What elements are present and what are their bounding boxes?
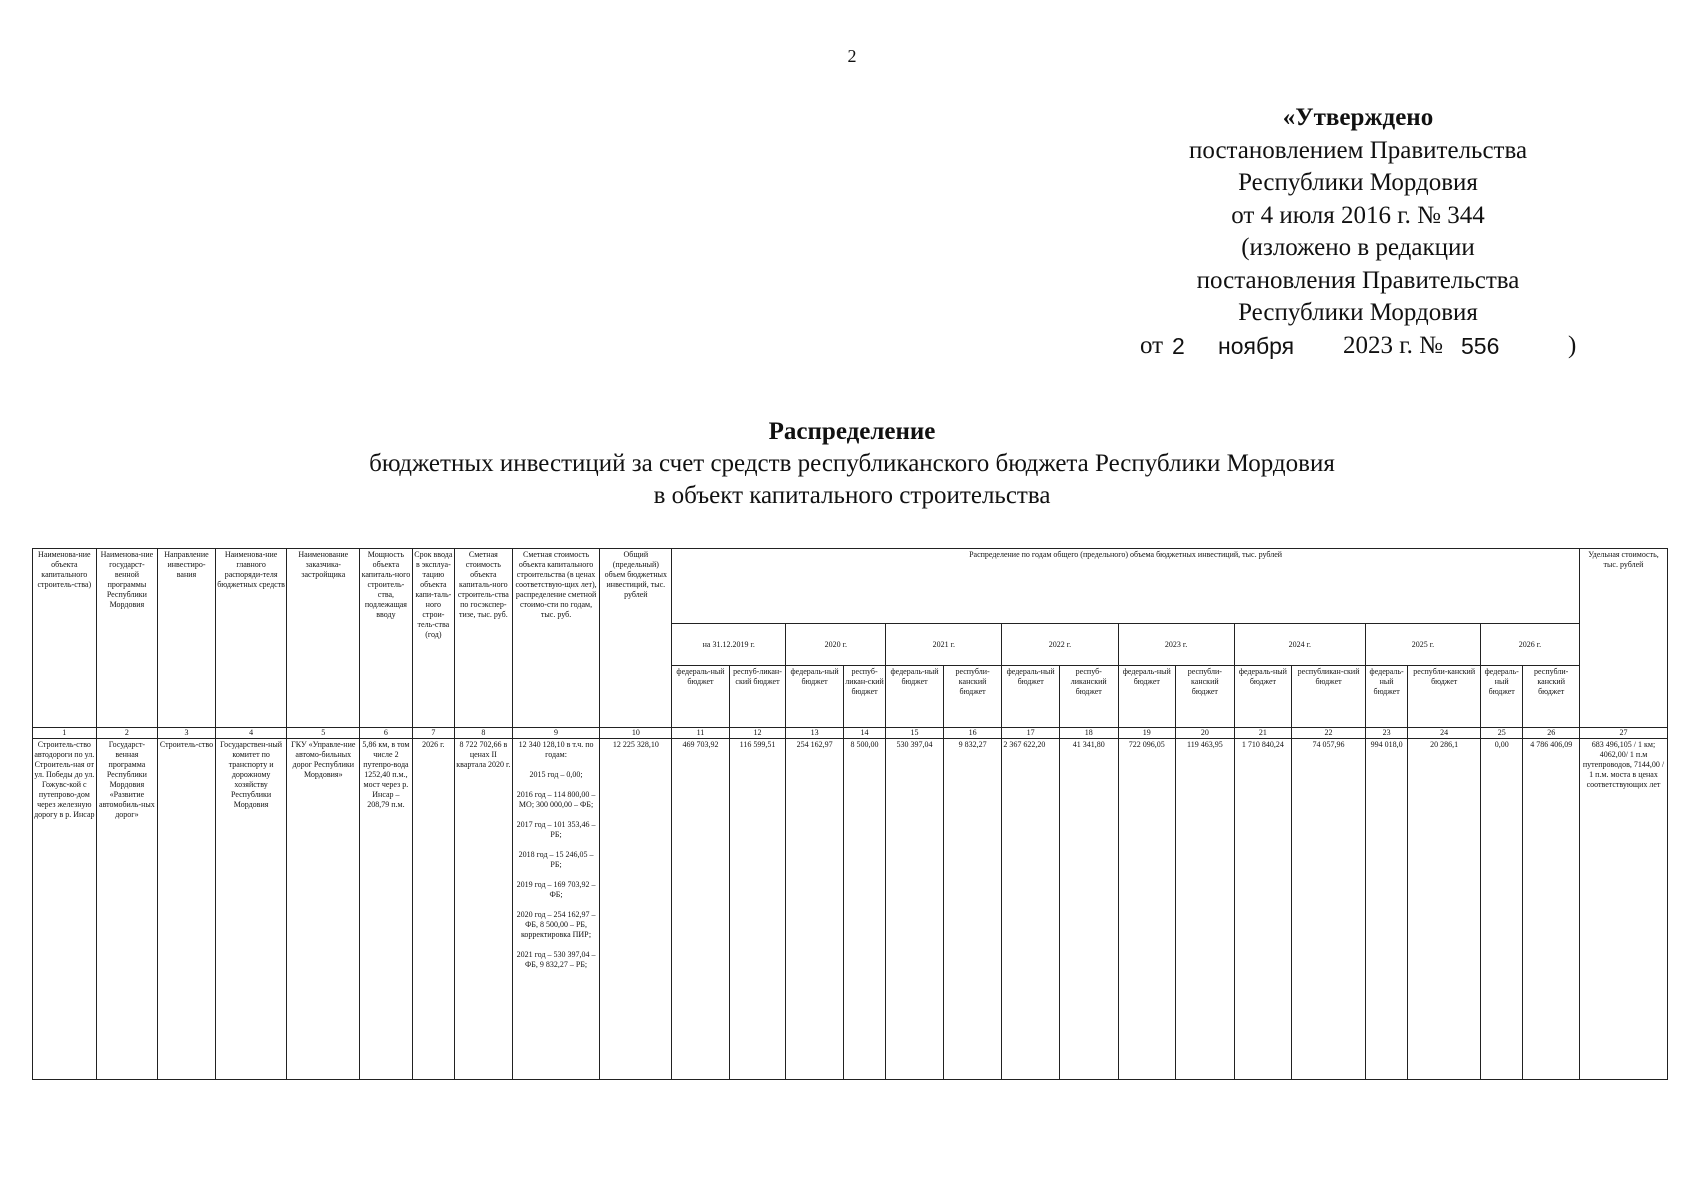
- column-number: 24: [1408, 728, 1481, 739]
- header-federal-budget: федераль-ный бюджет: [786, 666, 844, 728]
- header-commissioning-year: Срок ввода в эксплуа-тацию объекта капи-таль-ного строи-тель-ства (год): [412, 549, 454, 728]
- cell-value: 994 018,0: [1365, 739, 1407, 1080]
- header-republic-budget: республи-канский бюджет: [1523, 666, 1580, 728]
- decree-month: ноября: [1218, 332, 1295, 359]
- cell-program-name: Государст-венная программа Республики Мордовия «Развитие автомобиль-ных дорог»: [96, 739, 158, 1080]
- approval-line-1: «Утверждено: [1282, 104, 1434, 131]
- header-republic-budget: республи-канский бюджет: [1408, 666, 1481, 728]
- column-number: 10: [600, 728, 672, 739]
- column-number: 26: [1523, 728, 1580, 739]
- approval-stamp: [1128, 102, 1588, 362]
- header-federal-budget: федераль-ный бюджет: [1002, 666, 1060, 728]
- column-number: 1: [33, 728, 97, 739]
- cell-value: 469 703,92: [672, 739, 730, 1080]
- header-year: 2023 г.: [1118, 624, 1234, 666]
- cell-value: 4 786 406,09: [1523, 739, 1580, 1080]
- title-line-2: в объект капитального строительства: [653, 482, 1051, 509]
- header-republic-budget: респуб-ликанский бюджет: [1059, 666, 1118, 728]
- column-number: 7: [412, 728, 454, 739]
- column-number: 13: [786, 728, 844, 739]
- header-republic-budget: респуб-ликан-ский бюджет: [729, 666, 786, 728]
- header-customer: Наименование заказчика-застройщика: [287, 549, 360, 728]
- header-federal-budget: федераль-ный бюджет: [1365, 666, 1407, 728]
- table-row: [33, 739, 1668, 1080]
- column-numbers-row: [33, 728, 1668, 739]
- decree-prefix: от: [1140, 331, 1164, 359]
- approval-line-4: от 4 июля 2016 г. № 344: [1231, 201, 1485, 229]
- cell-value: 20 286,1: [1408, 739, 1481, 1080]
- header-year: 2025 г.: [1365, 624, 1480, 666]
- header-federal-budget: федераль-ный бюджет: [1118, 666, 1176, 728]
- cell-value: 722 096,05: [1118, 739, 1176, 1080]
- column-number: 18: [1059, 728, 1118, 739]
- column-number: 20: [1176, 728, 1235, 739]
- title-line-1: бюджетных инвестиций за счет средств республиканского бюджета Республики Мордовия: [369, 450, 1335, 477]
- header-republic-budget: республи-канский бюджет: [1176, 666, 1235, 728]
- column-number: 11: [672, 728, 730, 739]
- document-title: [0, 416, 1704, 512]
- column-number: 19: [1118, 728, 1176, 739]
- column-number: 23: [1365, 728, 1407, 739]
- header-object-name: Наименова-ние объекта капитального строитель-ства): [33, 549, 97, 728]
- header-estimated-cost-by-years: Сметная стоимость объекта капитального строительства (в ценах соответствую-щих лет), распределение сметной стоимо-сти по годам, тыс. руб.: [512, 549, 600, 728]
- page-number: 2: [847, 46, 857, 66]
- cell-capacity: 5,86 км, в том числе 2 путепро-вода 1252,40 п.м., мост через р. Инсар – 208,79 п.м.: [360, 739, 413, 1080]
- cell-value: 74 057,96: [1292, 739, 1366, 1080]
- decree-line: [1128, 330, 1588, 362]
- cell-value: 2 367 622,20: [1002, 739, 1060, 1080]
- header-unit-cost: Удельная стоимость, тыс. рублей: [1579, 549, 1667, 728]
- cell-object-name: Строитель-ство автодороги по ул. Строитель-ная от ул. Победы до ул. Гожувс-кой с путепрово-дом через железную дорогу в р. Инсар: [33, 739, 97, 1080]
- header-budget-manager: Наименова-ние главного распоряди-теля бюджетных средств: [215, 549, 287, 728]
- header-year: 2024 г.: [1234, 624, 1365, 666]
- approval-line-3: Республики Мордовия: [1238, 169, 1478, 196]
- cell-investment-direction: Строитель-ство: [158, 739, 216, 1080]
- header-year: 2022 г.: [1002, 624, 1118, 666]
- column-number: 6: [360, 728, 413, 739]
- column-number: 27: [1579, 728, 1667, 739]
- column-number: 21: [1234, 728, 1292, 739]
- cell-total-investment: 12 225 328,10: [600, 739, 672, 1080]
- column-number: 16: [943, 728, 1002, 739]
- cell-value: 8 500,00: [843, 739, 885, 1080]
- decree-close: ): [1568, 331, 1577, 359]
- column-number: 22: [1292, 728, 1366, 739]
- column-number: 9: [512, 728, 600, 739]
- header-republic-budget: респуб-ликан-ский бюджет: [843, 666, 885, 728]
- cell-value: 9 832,27: [943, 739, 1002, 1080]
- cell-commissioning-year: 2026 г.: [412, 739, 454, 1080]
- approval-line-7: Республики Мордовия: [1238, 299, 1478, 326]
- header-capacity: Мощность объекта капиталь-ного строитель-ства, подлежащая вводу: [360, 549, 413, 728]
- cell-estimated-cost-expertise: 8 722 702,66 в ценах II квартала 2020 г.: [455, 739, 513, 1080]
- approval-line-6: постановления Правительства: [1196, 266, 1520, 294]
- decree-year: 2023 г. №: [1343, 331, 1444, 359]
- title-heading: Распределение: [768, 418, 936, 445]
- column-number: 14: [843, 728, 885, 739]
- column-number: 4: [215, 728, 287, 739]
- cell-value: 41 341,80: [1059, 739, 1118, 1080]
- header-investment-direction: Направление инвестиро-вания: [158, 549, 216, 728]
- header-estimated-cost-expertise: Сметная стоимость объекта капиталь-ного строитель-ства по госэкспер-тизе, тыс. руб.: [455, 549, 513, 728]
- header-republic-budget: республикан-ский бюджет: [1292, 666, 1366, 728]
- cell-customer: ГКУ «Управле-ние автомо-бильных дорог Республики Мордовия»: [287, 739, 360, 1080]
- cell-value: 1 710 840,24: [1234, 739, 1292, 1080]
- column-number: 5: [287, 728, 360, 739]
- approval-line-2: постановлением Правительства: [1188, 136, 1528, 164]
- column-number: 3: [158, 728, 216, 739]
- column-number: 15: [886, 728, 944, 739]
- column-number: 2: [96, 728, 158, 739]
- investment-table: [32, 548, 1668, 1080]
- header-distribution-by-years: Распределение по годам общего (предельного) объема бюджетных инвестиций, тыс. рублей: [672, 549, 1580, 624]
- header-total-investment: Общий (предельный) объем бюджетных инвестиций, тыс. рублей: [600, 549, 672, 728]
- header-republic-budget: республи-канский бюджет: [943, 666, 1002, 728]
- cell-budget-manager: Государствен-ный комитет по транспорту и дорожному хозяйству Республики Мордовия: [215, 739, 287, 1080]
- cell-estimated-cost-by-years: 12 340 128,10 в т.ч. по годам: 2015 год – 0,00; 2016 год – 114 800,00 – МО; 300 000,00 – ФБ; 2017 год – 101 353,46 – РБ; 2018 год – 15 246,05 – РБ; 2019 год – 169 703,92 – ФБ; 2020 год – 254 162,97 – ФБ, 8 500,00 – РБ, корректировка ПИР; 2021 год – 530 397,04 – ФБ, 9 832,27 – РБ;: [512, 739, 600, 1080]
- cell-value: 254 162,97: [786, 739, 844, 1080]
- header-program-name: Наименова-ние государст-венной программы Республики Мордовия: [96, 549, 158, 728]
- header-federal-budget: федераль-ный бюджет: [1234, 666, 1292, 728]
- header-year: 2026 г.: [1481, 624, 1580, 666]
- header-year: 2020 г.: [786, 624, 886, 666]
- header-federal-budget: федераль-ный бюджет: [886, 666, 944, 728]
- header-federal-budget: федераль-ный бюджет: [1481, 666, 1523, 728]
- cell-value: 119 463,95: [1176, 739, 1235, 1080]
- column-number: 12: [729, 728, 786, 739]
- decree-number: 556: [1461, 332, 1500, 359]
- header-federal-budget: федераль-ный бюджет: [672, 666, 730, 728]
- cell-value: 116 599,51: [729, 739, 786, 1080]
- header-year: на 31.12.2019 г.: [672, 624, 786, 666]
- cell-value: 0,00: [1481, 739, 1523, 1080]
- column-number: 25: [1481, 728, 1523, 739]
- decree-day: 2: [1172, 332, 1185, 359]
- header-year: 2021 г.: [886, 624, 1002, 666]
- column-number: 8: [455, 728, 513, 739]
- column-number: 17: [1002, 728, 1060, 739]
- cell-value: 530 397,04: [886, 739, 944, 1080]
- approval-line-5: (изложено в редакции: [1241, 234, 1475, 261]
- cell-unit-cost: 683 496,105 / 1 км; 4062,00/ 1 п.м путепроводов, 7144,00 / 1 п.м. моста в ценах соответствующих лет: [1579, 739, 1667, 1080]
